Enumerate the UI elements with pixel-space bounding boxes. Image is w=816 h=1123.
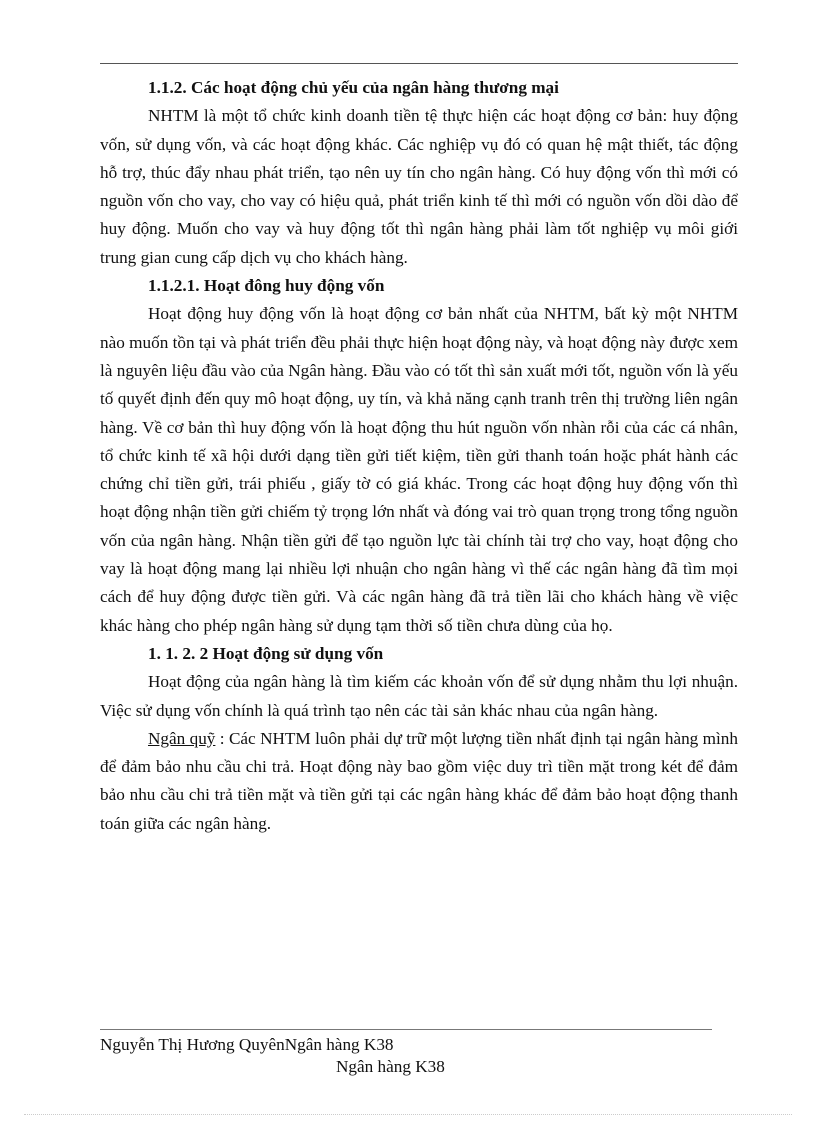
footer-class: Ngân hàng K38	[336, 1057, 445, 1076]
header-rule	[100, 63, 738, 64]
section-heading-1-1-2-1: 1.1.2.1. Hoạt đông huy động vốn	[148, 276, 385, 296]
section-heading-1-1-2-2: 1. 1. 2. 2 Hoạt động sử dụng vốn	[148, 643, 384, 663]
intro-paragraph: NHTM là một tổ chức kinh doanh tiền tệ thực hiện các hoạt động cơ bản: huy động vốn, sử dụng vốn, và các hoạt động khác. Các nghiệp vụ đó có quan hệ mật thiết, tác động hỗ trợ, thúc đẩy nhau phát triển, tạo nên uy tín cho ngân hàng. Có huy động vốn thì mới có nguồn vốn cho vay, cho vay có hiệu quả, phát triển kinh tế thì mới có nguồn vốn dồi dào để huy động. Muốn cho vay và huy động tốt thì ngân hàng phải làm tốt nghiệp vụ môi giới trung gian cung cấp dịch vụ cho khách hàng.	[100, 106, 738, 267]
capital-use-paragraph: Hoạt động của ngân hàng là tìm kiếm các khoản vốn để sử dụng nhằm thu lợi nhuận. Việc sử dụng vốn chính là quá trình tạo nên các tài sản khác nhau của ngân hàng.	[100, 672, 738, 720]
reserve-paragraph	[100, 725, 738, 838]
page-edge	[24, 1114, 792, 1115]
reserve-term: Ngân quỹ	[148, 728, 216, 748]
footer-rule	[100, 1029, 712, 1030]
footer-author: Nguyễn Thị Hương QuyênNgân hàng K38	[100, 1035, 394, 1054]
reserve-text: : Các NHTM luôn phải dự trữ một lượng tiền nhất định tại ngân hàng mình để đảm bảo nhu cầu chi trả. Hoạt động này bao gồm việc duy trì tiền mặt trong két để đảm bảo nhu cầu chi trả tiền mặt và tiền gửi tại các ngân hàng khác để đảm bảo hoạt động thanh toán giữa các ngân hàng.	[100, 728, 738, 833]
section-heading-1-1-2: 1.1.2. Các hoạt động chủ yếu của ngân hàng thương mại	[148, 78, 559, 97]
capital-mobilization-paragraph: Hoạt động huy động vốn là hoạt động cơ bản nhất của NHTM, bất kỳ một NHTM nào muốn tồn tại và phát triển đều phải thực hiện hoạt động này, và hoạt động này được xem là nguyên liệu đầu vào của Ngân hàng. Đầu vào có tốt thì sản xuất mới tốt, nguồn vốn là yếu tố quyết định đến quy mô hoạt động, uy tín, và khả năng cạnh tranh trên thị trường liên ngân hàng. Về cơ bản thì huy động vốn là hoạt động thu hút nguồn vốn nhàn rỗi của các cá nhân, tổ chức kinh tế xã hội dưới dạng tiền gửi tiết kiệm, tiền gửi thanh toán hoặc phát hành các chứng chỉ tiền gửi, trái phiếu , giấy tờ có giá khác. Trong các hoạt động huy động vốn thì hoạt động nhận tiền gửi chiếm tỷ trọng lớn nhất và đóng vai trò quan trọng trong tổng nguồn vốn của ngân hàng. Nhận tiền gửi để tạo nguồn lực tài chính tài trợ cho vay, hoạt động cho vay là hoạt động mang lại nhiều lợi nhuận cho ngân hàng vì thế các ngân hàng đã tìm mọi cách để huy động được tiền gửi. Và các ngân hàng đã trả tiền lãi cho khách hàng về việc khác hàng cho phép ngân hàng sử dụng tạm thời số tiền chưa dùng của họ.	[100, 304, 738, 635]
document-body	[100, 74, 738, 838]
